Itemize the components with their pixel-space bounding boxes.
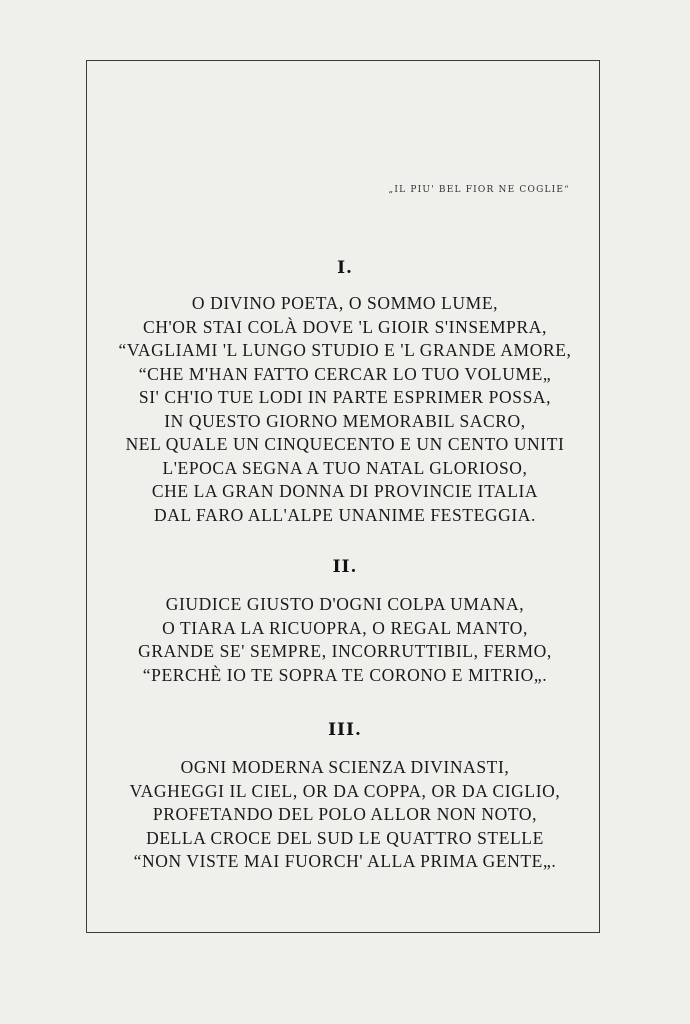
verse-line: O TIARA LA RICUOPRA, O REGAL MANTO, [162,617,528,638]
verse-line: O DIVINO POETA, O SOMMO LUME, [191,293,499,313]
verse-line: “NON VISTE MAI FUORCH' ALLA PRIMA GENTE„. [133,851,557,871]
verse-line: CHE LA GRAN DONNA DI PROVINCIE ITALIA [151,481,539,501]
verse-line: DAL FARO ALL'ALPE UNANIME FESTEGGIA. [153,504,537,525]
verse-line: NEL QUALE UN CINQUECENTO E UN CENTO UNITI [125,434,565,454]
verse-line: GRANDE SE' SEMPRE, INCORRUTTIBIL, FERMO, [138,641,552,661]
stanza-3 [0,756,690,874]
verse-line: DELLA CROCE DEL SUD LE QUATTRO STELLE [146,827,544,848]
verse-line: CH'OR STAI COLÀ DOVE 'L GIOIR S'INSEMPRA, [143,316,547,337]
verse-line: “CHE M'HAN FATTO CERCAR LO TUO VOLUME„ [138,363,552,384]
verse-line: VAGHEGGI IL CIEL, OR DA COPPA, OR DA CIGLIO, [129,780,561,801]
verse-line: OGNI MODERNA SCIENZA DIVINASTI, [180,757,510,777]
section-number-2: II. [332,557,358,577]
verse-line: “PERCHÈ IO TE SOPRA TE CORONO E MITRIO„. [142,664,548,685]
verse-line: SI' CH'IO TUE LODI IN PARTE ESPRIMER POSSA, [138,387,552,407]
verse-line: L'EPOCA SEGNA A TUO NATAL GLORIOSO, [162,457,528,478]
section-number-1: I. [337,258,353,278]
verse-line: “VAGLIAMI 'L LUNGO STUDIO E 'L GRANDE AMORE, [118,340,572,360]
verse-line: GIUDICE GIUSTO D'OGNI COLPA UMANA, [165,594,525,614]
stanza-1 [0,292,690,527]
epigraph: „IL PIU' BEL FIOR NE COGLIE“ [388,185,570,195]
stanza-2 [0,593,690,687]
verse-line: PROFETANDO DEL POLO ALLOR NON NOTO, [152,804,538,824]
section-number-3: III. [328,720,362,740]
verse-line: IN QUESTO GIORNO MEMORABIL SACRO, [164,410,526,431]
